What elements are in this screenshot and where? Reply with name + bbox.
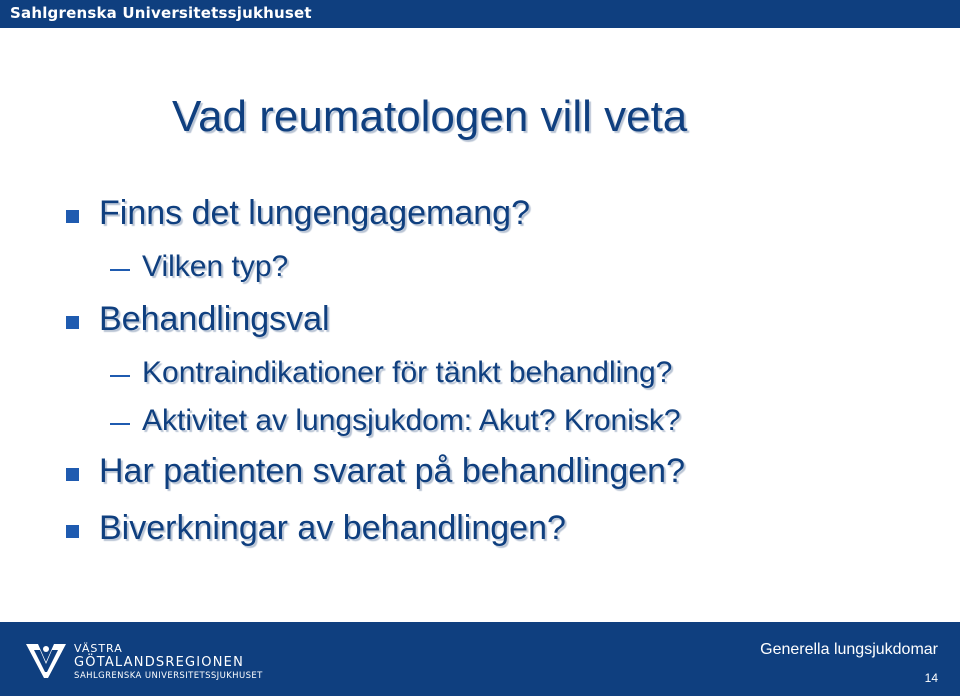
bullet-text: Kontraindikationer för tänkt behandling? xyxy=(142,356,673,389)
header-bar xyxy=(0,0,960,28)
sub-bullet-item xyxy=(142,356,672,390)
dash-bullet-icon xyxy=(110,423,130,425)
dash-bullet-icon xyxy=(110,269,130,271)
bullet-item xyxy=(99,194,530,233)
square-bullet-icon xyxy=(66,210,79,223)
bullet-item xyxy=(99,509,566,548)
footer-org-line2: GÖTALANDSREGIONEN xyxy=(74,655,245,670)
footer-org-line1: VÄSTRA xyxy=(74,642,123,655)
bullet-text: Finns det lungengagemang? xyxy=(99,194,530,232)
header-brand: Sahlgrenska Universitetssjukhuset xyxy=(10,4,312,22)
sub-bullet-item xyxy=(142,404,681,438)
bullet-text: Behandlingsval xyxy=(99,300,330,338)
bullet-text: Aktivitet av lungsjukdom: Akut? Kronisk? xyxy=(142,404,681,437)
bullet-text: Vilken typ? xyxy=(142,250,289,283)
square-bullet-icon xyxy=(66,316,79,329)
sub-bullet-item xyxy=(142,250,288,284)
page-number: 14 xyxy=(924,671,938,685)
bullet-text: Biverkningar av behandlingen? xyxy=(99,509,566,547)
slide-title: Vad reumatologen vill veta xyxy=(172,92,688,141)
footer-bar xyxy=(0,622,960,696)
bullet-text: Har patienten svarat på behandlingen? xyxy=(99,452,685,490)
dash-bullet-icon xyxy=(110,375,130,377)
footer-topic: Generella lungsjukdomar xyxy=(760,641,938,658)
square-bullet-icon xyxy=(66,468,79,481)
footer-org-line3: SAHLGRENSKA UNIVERSITETSSJUKHUSET xyxy=(74,671,263,681)
square-bullet-icon xyxy=(66,525,79,538)
region-logo-icon xyxy=(24,640,68,680)
bullet-item xyxy=(99,452,685,491)
bullet-item xyxy=(99,300,330,339)
